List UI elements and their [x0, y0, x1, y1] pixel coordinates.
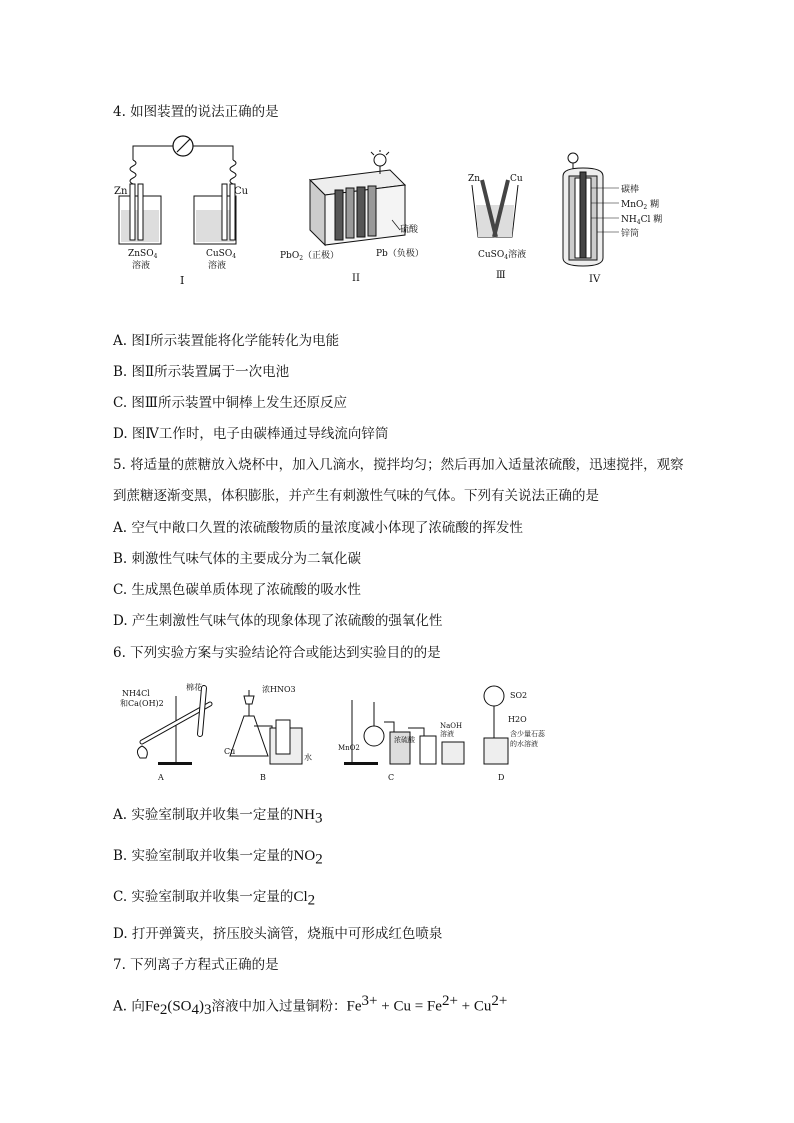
- svg-text:A: A: [158, 773, 164, 782]
- svg-text:C: C: [388, 773, 395, 782]
- q4-stem: 4. 如图装置的说法正确的是: [113, 104, 279, 120]
- svg-text:CuSO4: CuSO$_4$: [206, 249, 237, 260]
- svg-text:的水溶液: 的水溶液: [510, 740, 538, 748]
- svg-text:CuSO4溶液: CuSO$_4$溶液: [478, 250, 527, 261]
- q5-option-c: C. 生成黑色碳单质体现了浓硫酸的吸水性: [113, 582, 361, 598]
- svg-text:硫酸: 硫酸: [400, 225, 419, 235]
- q5-option-d: D. 产生刺激性气味气体的现象体现了浓硫酸的强氧化性: [113, 613, 443, 629]
- svg-text:溶液: 溶液: [132, 261, 151, 271]
- svg-text:SO2: SO2: [510, 691, 528, 700]
- svg-text:锌筒: 锌筒: [621, 229, 640, 239]
- svg-text:溶液: 溶液: [208, 261, 227, 271]
- q4-option-c: C. 图Ⅲ所示装置中铜棒上发生还原反应: [113, 395, 347, 411]
- svg-text:D: D: [498, 773, 505, 782]
- svg-text:MnO2: MnO2: [338, 744, 360, 752]
- svg-text:浓HNO3: 浓HNO3: [262, 685, 296, 694]
- q4-option-d: D. 图Ⅳ工作时，电子由碳棒通过导线流向锌筒: [113, 426, 389, 442]
- roman-3: Ⅲ: [496, 270, 506, 281]
- q6-option-b: B. 实验室制取并收集一定量的$NO_2$: [113, 848, 323, 868]
- q5-stem-line1: 5. 将适量的蔗糖放入烧杯中，加入几滴水，搅拌均匀；然后再加入适量浓硫酸，迅速搅拌，观察: [113, 457, 684, 473]
- svg-text:NH4Cl: NH4Cl: [122, 689, 150, 698]
- q6-option-d: D. 打开弹簧夹，挤压胶头滴管，烧瓶中可形成红色喷泉: [113, 926, 443, 942]
- svg-text:Cu: Cu: [224, 747, 236, 756]
- roman-2: II: [352, 273, 360, 284]
- svg-text:浓硫酸: 浓硫酸: [394, 736, 415, 744]
- q4-option-a: A. 图Ⅰ所示装置能将化学能转化为电能: [113, 333, 340, 349]
- svg-text:碳棒: 碳棒: [621, 185, 640, 195]
- svg-text:Cu: Cu: [510, 174, 523, 184]
- q4-figure-4: [555, 148, 675, 288]
- svg-text:NH4Cl 糊: $NH_4Cl$ 糊: [621, 215, 663, 226]
- q7-option-a: A. 向$Fe_2(SO_4)_3$溶液中加入过量铜粉：$Fe^{3+} + Cu = Fe^{2+} + Cu^{2+}$: [113, 993, 508, 1019]
- cu-label: Cu: [234, 186, 249, 197]
- q6-figure: [112, 676, 552, 791]
- svg-text:Zn: Zn: [468, 174, 481, 184]
- svg-text:水: 水: [304, 753, 312, 762]
- svg-text:含少量石蕊: 含少量石蕊: [510, 730, 545, 738]
- q5-option-b: B. 刺激性气味气体的主要成分为二氧化碳: [113, 551, 362, 567]
- q6-stem: 6. 下列实验方案与实验结论符合或能达到实验目的的是: [113, 645, 441, 661]
- q6-option-c: C. 实验室制取并收集一定量的$Cl_2$: [113, 889, 316, 909]
- roman-4: IV: [589, 274, 601, 285]
- q4-figure-2: [280, 150, 440, 285]
- q7-stem: 7. 下列离子方程式正确的是: [113, 957, 279, 973]
- svg-text:棉花: 棉花: [186, 683, 202, 692]
- q4-figure-3: [460, 165, 540, 285]
- svg-text:和Ca(OH)2: 和Ca(OH)2: [120, 699, 164, 708]
- svg-text:PbO2（正极）: PbO$_2$（正极）: [280, 251, 340, 262]
- svg-text:MnO2 糊: MnO$_2$ 糊: [621, 200, 660, 211]
- roman-1: I: [180, 274, 185, 287]
- q5-stem-line2: 到蔗糖逐渐变黑，体积膨胀，并产生有刺激性气味的气体。下列有关说法正确的是: [113, 488, 599, 504]
- q4-option-b: B. 图Ⅱ所示装置属于一次电池: [113, 364, 290, 380]
- svg-text:Pb（负极）: Pb（负极）: [376, 249, 424, 259]
- q4-figure-1: [108, 130, 268, 290]
- svg-text:B: B: [260, 773, 266, 782]
- q6-option-a: A. 实验室制取并收集一定量的$NH_3$: [113, 807, 323, 827]
- svg-text:NaOH: NaOH: [440, 722, 463, 730]
- svg-text:ZnSO4: ZnSO$_4$: [128, 249, 158, 260]
- zn-label: Zn: [114, 186, 128, 197]
- q5-option-a: A. 空气中敞口久置的浓硫酸物质的量浓度减小体现了浓硫酸的挥发性: [113, 520, 523, 536]
- svg-text:H2O: H2O: [508, 715, 527, 724]
- svg-text:溶液: 溶液: [440, 730, 454, 738]
